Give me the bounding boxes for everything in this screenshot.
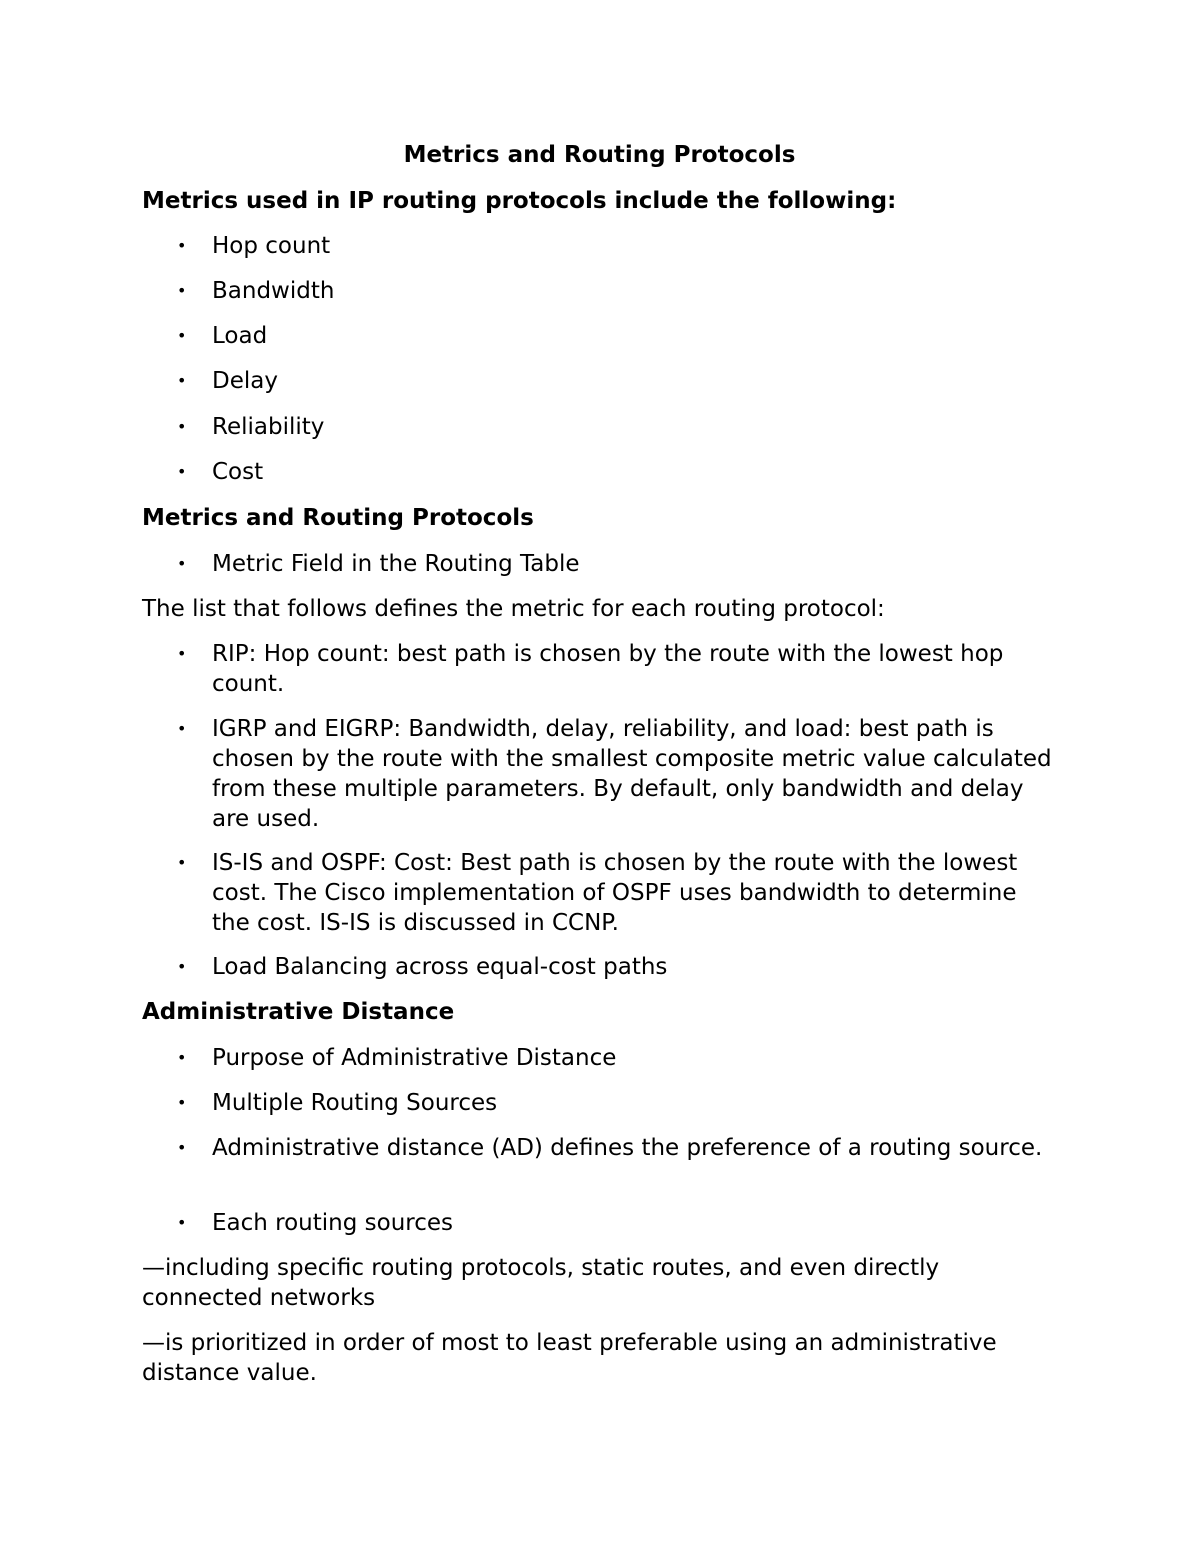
list-item-text: Reliability: [212, 414, 325, 440]
bullet-icon: •: [177, 644, 187, 663]
bullet-icon: •: [177, 853, 187, 872]
list-item-text: Administrative distance (AD) defines the preference of a routing source.: [212, 1135, 1043, 1161]
bullet-icon: •: [177, 417, 187, 436]
paragraph-intro: The list that follows defines the metric for each routing protocol:: [142, 596, 885, 622]
document-title: Metrics and Routing Protocols: [403, 142, 796, 168]
list-item-text: Metric Field in the Routing Table: [212, 551, 580, 577]
list-item: [177, 1208, 1057, 1238]
bullet-icon: •: [177, 1138, 187, 1157]
list-item: [177, 952, 1057, 982]
list-item-text: Multiple Routing Sources: [212, 1090, 498, 1116]
list-item-text: Purpose of Administrative Distance: [212, 1045, 617, 1071]
paragraph-prioritized: —is prioritized in order of most to least preferable using an administrative distance value.: [142, 1330, 997, 1386]
bullet-icon: •: [177, 719, 187, 738]
list-item-text: Cost: [212, 459, 264, 485]
list-item: [177, 457, 1057, 487]
list-item-text: Delay: [212, 368, 278, 394]
list-item: [177, 549, 1057, 579]
list-item: [177, 276, 1057, 306]
list-item: [177, 321, 1057, 351]
list-item: [177, 639, 1057, 699]
bullet-icon: •: [177, 554, 187, 573]
bullet-icon: •: [177, 1093, 187, 1112]
list-item-text: Bandwidth: [212, 278, 335, 304]
bullet-icon: •: [177, 326, 187, 345]
list-item: [177, 848, 1057, 938]
bullet-icon: •: [177, 281, 187, 300]
list-item-text: Load Balancing across equal-cost paths: [212, 954, 668, 980]
list-item-text: RIP: Hop count: best path is chosen by the route with the lowest hop count.: [212, 641, 1004, 697]
bullet-icon: •: [177, 462, 187, 481]
list-item: [177, 714, 1057, 834]
list-item-text: Hop count: [212, 233, 331, 259]
list-item-text: Each routing sources: [212, 1210, 454, 1236]
bullet-icon: •: [177, 957, 187, 976]
bullet-icon: •: [177, 1213, 187, 1232]
bullet-icon: •: [177, 236, 187, 255]
list-item-text: Load: [212, 323, 268, 349]
section-heading-routing: Metrics and Routing Protocols: [142, 505, 534, 531]
list-item-text: IS-IS and OSPF: Cost: Best path is chosen by the route with the lowest cost. The Cisco implementation of OSPF uses bandwidth to determine the cost. IS-IS is discussed in CCNP.: [212, 850, 1018, 936]
bullet-icon: •: [177, 371, 187, 390]
list-item-text: IGRP and EIGRP: Bandwidth, delay, reliability, and load: best path is chosen by the route with the smallest composite metric value calculated from these multiple parameters. By default, only bandwidth and delay are used.: [212, 716, 1052, 832]
list-item: [177, 1133, 1057, 1163]
section-heading-admin-distance: Administrative Distance: [142, 999, 455, 1025]
section-heading-metrics: Metrics used in IP routing protocols include the following:: [142, 188, 897, 214]
list-item: [177, 231, 1057, 261]
list-item: [177, 412, 1057, 442]
list-item: [177, 366, 1057, 396]
bullet-icon: •: [177, 1048, 187, 1067]
list-item: [177, 1088, 1057, 1118]
paragraph-including: —including specific routing protocols, static routes, and even directly connected networks: [142, 1255, 940, 1311]
list-item: [177, 1043, 1057, 1073]
